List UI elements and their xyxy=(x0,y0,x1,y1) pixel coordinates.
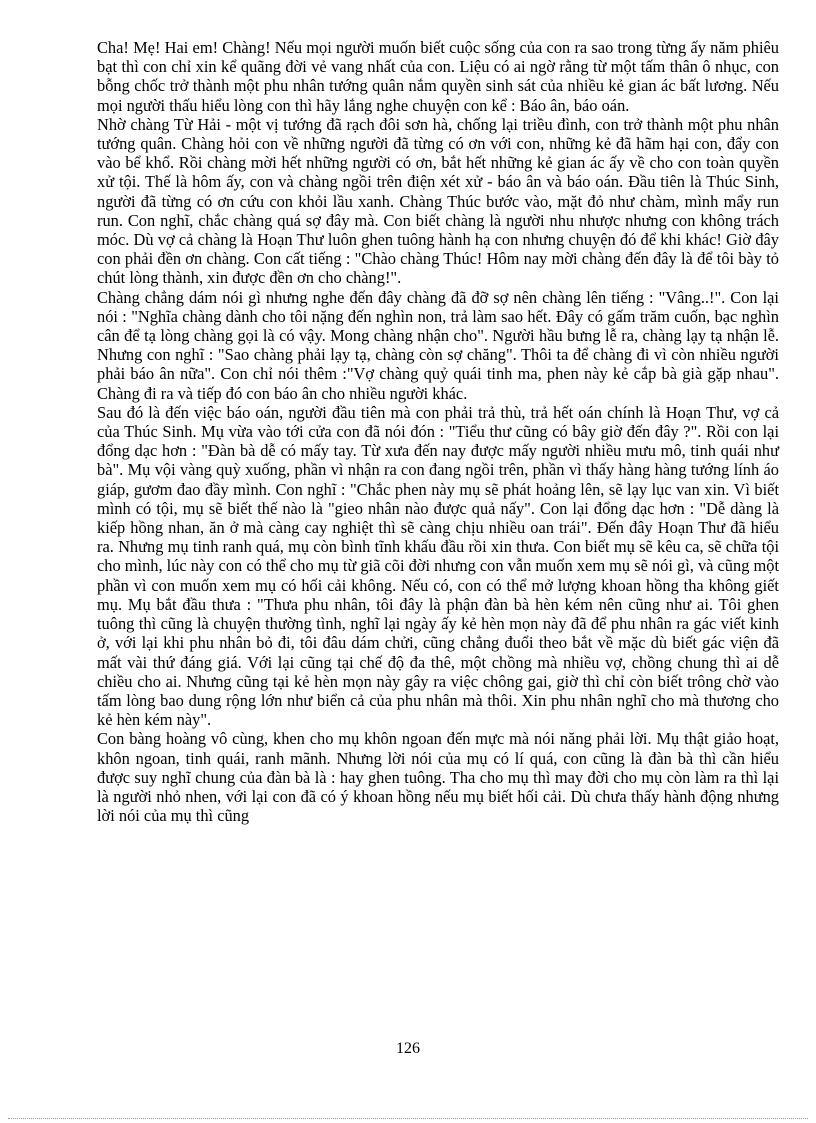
paragraph-1: Cha! Mẹ! Hai em! Chàng! Nếu mọi người muốn biết cuộc sống của con ra sao trong từng ấy năm phiêu bạt thì con chỉ xin kể quãng đời vẻ vang nhất của con. Liệu có ai ngờ rằng từ một tấm thân ô nhục, con bỗng chốc trở thành một phu nhân tướng quân nắm quyền sinh sát của nhiều kẻ gian ác bất lương. Nếu mọi người thấu hiểu lòng con thì hãy lắng nghe chuyện con kể : Báo ân, báo oán. xyxy=(97,38,779,115)
page-number: 126 xyxy=(396,1040,420,1057)
paragraph-2: Nhờ chàng Từ Hải - một vị tướng đã rạch đôi sơn hà, chống lại triều đình, con trở thành một phu nhân tướng quân. Chàng hỏi con về những người đã từng có ơn với con, những kẻ đã hãm hại con, đẩy con vào bể khổ. Rồi chàng mời hết những người có ơn, bắt hết những kẻ gian ác ấy về cho con toàn quyền xử tội. Thế là hôm ấy, con và chàng ngồi trên điện xét xử - báo ân và báo oán. Đầu tiên là Thúc Sinh, người đã từng có ơn cứu con khỏi lầu xanh. Chàng Thúc bước vào, mặt đỏ như chàm, mình mẩy run run. Con nghĩ, chắc chàng quá sợ đây mà. Con biết chàng là người nhu nhược nhưng con không trách móc. Dù vợ cả chàng là Hoạn Thư luôn ghen tuông hành hạ con nhưng chuyện đó để khi khác! Giờ đây con phải đền ơn chàng. Con cất tiếng : "Chào chàng Thúc! Hôm nay mời chàng đến đây là để tôi bày tỏ chút lòng thành, xin được đền ơn cho chàng!". xyxy=(97,114,779,288)
paragraph-4: Sau đó là đến việc báo oán, người đầu tiên mà con phải trả thù, trả hết oán chính là Hoạn Thư, vợ cả của Thúc Sinh. Mụ vừa vào tới cửa con đã nói đón : "Tiểu thư cũng có bây giờ đến đây ?". Rồi con lại đổng dạc hơn : "Đàn bà dễ có mấy tay. Từ xưa đến nay được mấy người nhiều mưu mô, tinh quái như bà". Mụ vội vàng quỳ xuống, phần vì nhận ra con đang ngồi trên, phần vì thấy hàng hàng tướng lính áo giáp, gươm đao đầy mình. Con nghĩ : "Chắc phen này mụ sẽ phát hoảng lên, sẽ lạy lục van xin. Vì biết mình có tội, mụ sẽ biết thế nào là "gieo nhân nào được quả nấy". Con lại đổng dạc hơn : "Dễ dàng là kiếp hồng nhan, ăn ở mà càng cay nghiệt thì sẽ càng chịu nhiều oan trái". Đến đây Hoạn Thư đã hiểu ra. Nhưng mụ tinh ranh quá, mụ còn bình tĩnh khấu đầu rồi xin thưa. Con biết mụ sẽ kêu ca, sẽ chữa tội cho mình, lúc này con có thể cho mụ từ giã cõi đời nhưng con vẫn muốn xem mụ sẽ nói gì, và cũng một phần vì con muốn xem mụ có hối cải không. Nếu có, con có thể mở lượng khoan hồng tha không giết mụ. Mụ bắt đầu thưa : "Thưa phu nhân, tôi đây là phận đàn bà hèn kém nên cũng như ai. Tôi ghen tuông thì cũng là chuyện thường tình, nghĩ lại ngày ấy kẻ hèn mọn này đã để phu nhân ra gác viết kinh ở, với lại khi phu nhân bỏ đi, tôi đâu dám chửi, cũng chẳng đuổi theo bắt về mặc dù biết gác viện đã mất vài thứ đáng giá. Với lại cũng tại chế độ đa thê, một chồng mà nhiều vợ, chồng chung thì ai dễ chiều cho ai. Nhưng cũng tại kẻ hèn mọn này gây ra việc chông gai, giờ thì chỉ còn biết trông chờ vào tấm lòng bao dung rộng lớn như biển cả của phu nhân mà thôi. Xin phu nhân nghĩ cho mà thương cho kẻ hèn kém này". xyxy=(97,402,779,730)
paragraph-5: Con bàng hoàng vô cùng, khen cho mụ khôn ngoan đến mực mà nói năng phải lời. Mụ thật giảo hoạt, khôn ngoan, tinh quái, ranh mãnh. Nhưng lời nói của mụ có lí quá, con cũng là đàn bà thì cần hiểu được suy nghĩ chung của đàn bà là : hay ghen tuông. Tha cho mụ thì may đời cho mụ còn làm ra thì lại là người nhỏ nhen, với lại con đã có ý khoan hồng nếu mụ biết hối cải. Dù chưa thấy hành động nhưng lời nói của mụ thì cũng xyxy=(97,729,779,826)
paragraph-3: Chàng chẳng dám nói gì nhưng nghe đến đây chàng đã đỡ sợ nên chàng lên tiếng : "Vâng..!". Con lại nói : "Nghĩa chàng dành cho tôi nặng đến nghìn non, trả làm sao hết. Đây có gấm trăm cuốn, bạc nghìn cân để tạ lòng chàng gọi là có vậy. Mong chàng nhận cho". Người hầu bưng lễ ra, chàng lạy tạ nhận lễ. Nhưng con nghĩ : "Sao chàng phải lạy tạ, chàng còn sợ chăng". Thôi ta để chàng đi vì còn nhiều người phải báo ân nữa". Con chỉ nói thêm :"Vợ chàng quỷ quái tinh ma, phen này kẻ cắp bà già gặp nhau". Chàng đi ra và tiếp đó con báo ân cho nhiều người khác. xyxy=(97,287,779,403)
body-text xyxy=(97,38,779,825)
page-bottom-border xyxy=(8,1118,808,1119)
